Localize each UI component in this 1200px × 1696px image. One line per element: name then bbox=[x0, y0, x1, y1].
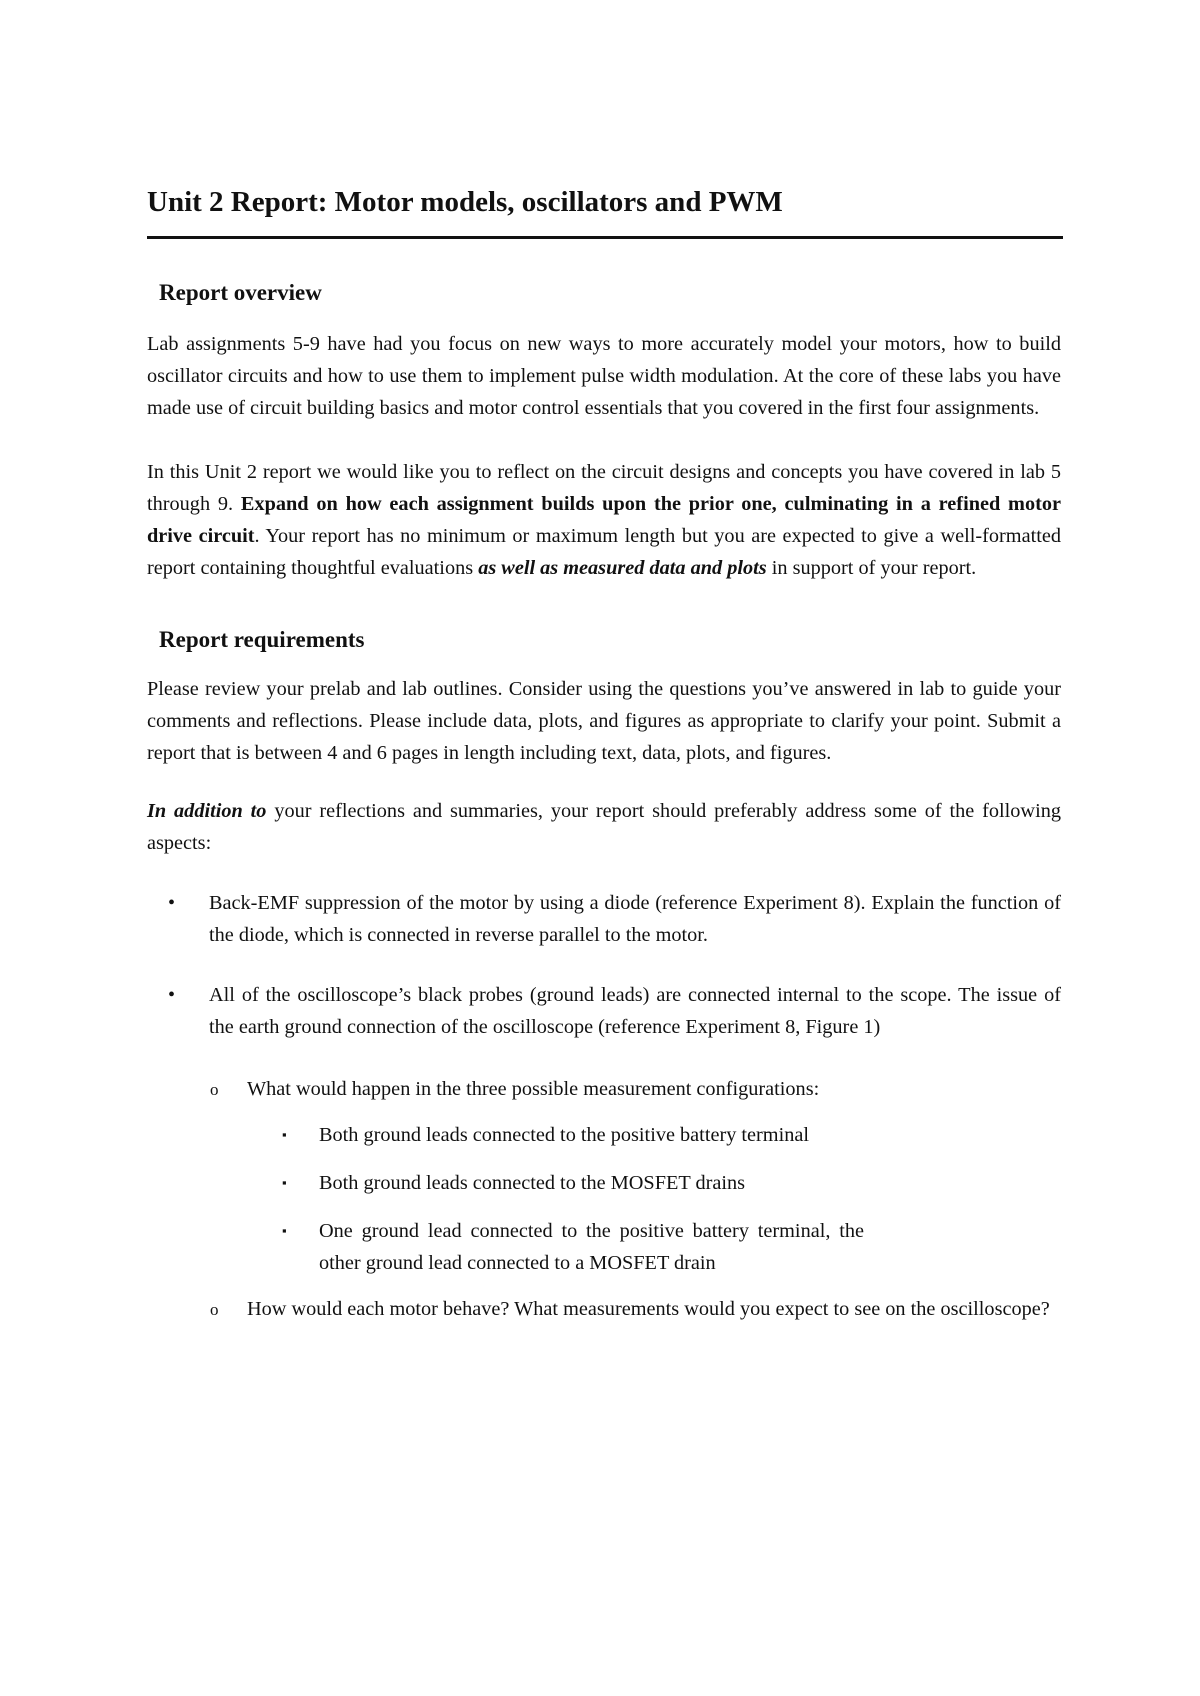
overview-p2-bold-italic: as well as measured data and plots bbox=[478, 557, 767, 579]
requirements-paragraph-2 bbox=[147, 795, 1061, 859]
document-title: Unit 2 Report: Motor models, oscillators and PWM bbox=[147, 186, 783, 218]
config-mosfet-drains: Both ground leads connected to the MOSFET drains bbox=[319, 1172, 746, 1194]
list-item bbox=[147, 1073, 1061, 1105]
bullet-square-icon: ▪ bbox=[282, 1175, 287, 1190]
bullet-square-icon: ▪ bbox=[282, 1127, 287, 1142]
aspect-oscilloscope-ground: All of the oscilloscope’s black probes (ground leads) are connected internal to the scope. The issue of the earth ground connection of the oscilloscope (reference Experiment 8, Figure 1) bbox=[209, 984, 1061, 1038]
sub-aspects-list-2 bbox=[147, 1293, 1061, 1325]
section-heading-overview: Report overview bbox=[159, 280, 322, 305]
sub-aspects-list bbox=[147, 1073, 1061, 1105]
list-item bbox=[147, 979, 1061, 1043]
bullet-circle-icon: o bbox=[210, 1080, 219, 1099]
section-heading-requirements: Report requirements bbox=[159, 627, 365, 652]
requirements-p2-bold-italic: In addition to bbox=[147, 800, 267, 822]
sub-aspect-motor-behavior: How would each motor behave? What measurements would you expect to see on the oscilloscope? bbox=[247, 1298, 1050, 1320]
document-page bbox=[147, 182, 1061, 1325]
overview-paragraph-2 bbox=[147, 456, 1061, 584]
overview-p2-bold: Expand on how each assignment builds upon the prior one, culminating in a refined motor drive circuit bbox=[147, 493, 1061, 547]
overview-p2-mid: . Your report has no minimum or maximum length but you are expected to give a well-formatted report containing thoughtful evaluations bbox=[147, 525, 1061, 579]
aspect-back-emf: Back-EMF suppression of the motor by using a diode (reference Experiment 8). Explain the function of the diode, which is connected in reverse parallel to the motor. bbox=[209, 892, 1061, 946]
list-item bbox=[147, 887, 1061, 951]
overview-p2-end: in support of your report. bbox=[766, 557, 977, 579]
sub-aspect-configurations: What would happen in the three possible measurement configurations: bbox=[247, 1078, 820, 1100]
config-mixed: One ground lead connected to the positive battery terminal, the other ground lead connected to a MOSFET drain bbox=[319, 1220, 864, 1274]
list-item bbox=[147, 1167, 864, 1199]
aspects-list bbox=[147, 887, 1061, 1043]
requirements-p2-rest: your reflections and summaries, your report should preferably address some of the following aspects: bbox=[147, 800, 1061, 854]
config-positive-battery: Both ground leads connected to the positive battery terminal bbox=[319, 1124, 809, 1146]
overview-paragraph-1: Lab assignments 5-9 have had you focus on new ways to more accurately model your motors, how to build oscillator circuits and how to use them to implement pulse width modulation. At the core of these labs you have made use of circuit building basics and motor control essentials that you covered in the first four assignments. bbox=[147, 333, 1061, 419]
requirements-paragraph-1: Please review your prelab and lab outlines. Consider using the questions you’ve answered in lab to guide your comments and reflections. Please include data, plots, and figures as appropriate to clarify your point. Submit a report that is between 4 and 6 pages in length including text, data, plots, and figures. bbox=[147, 678, 1061, 764]
bullet-disc-icon: • bbox=[168, 892, 176, 914]
bullet-circle-icon: o bbox=[210, 1300, 219, 1319]
bullet-disc-icon: • bbox=[168, 984, 176, 1006]
list-item bbox=[147, 1215, 864, 1279]
list-item bbox=[147, 1293, 1061, 1325]
overview-p2-start: In this Unit 2 report we would like you to reflect on the circuit designs and concepts you have covered in lab 5 through 9. bbox=[147, 461, 1061, 515]
bullet-square-icon: ▪ bbox=[282, 1223, 287, 1238]
list-item bbox=[147, 1119, 864, 1151]
configurations-list bbox=[147, 1119, 1061, 1279]
